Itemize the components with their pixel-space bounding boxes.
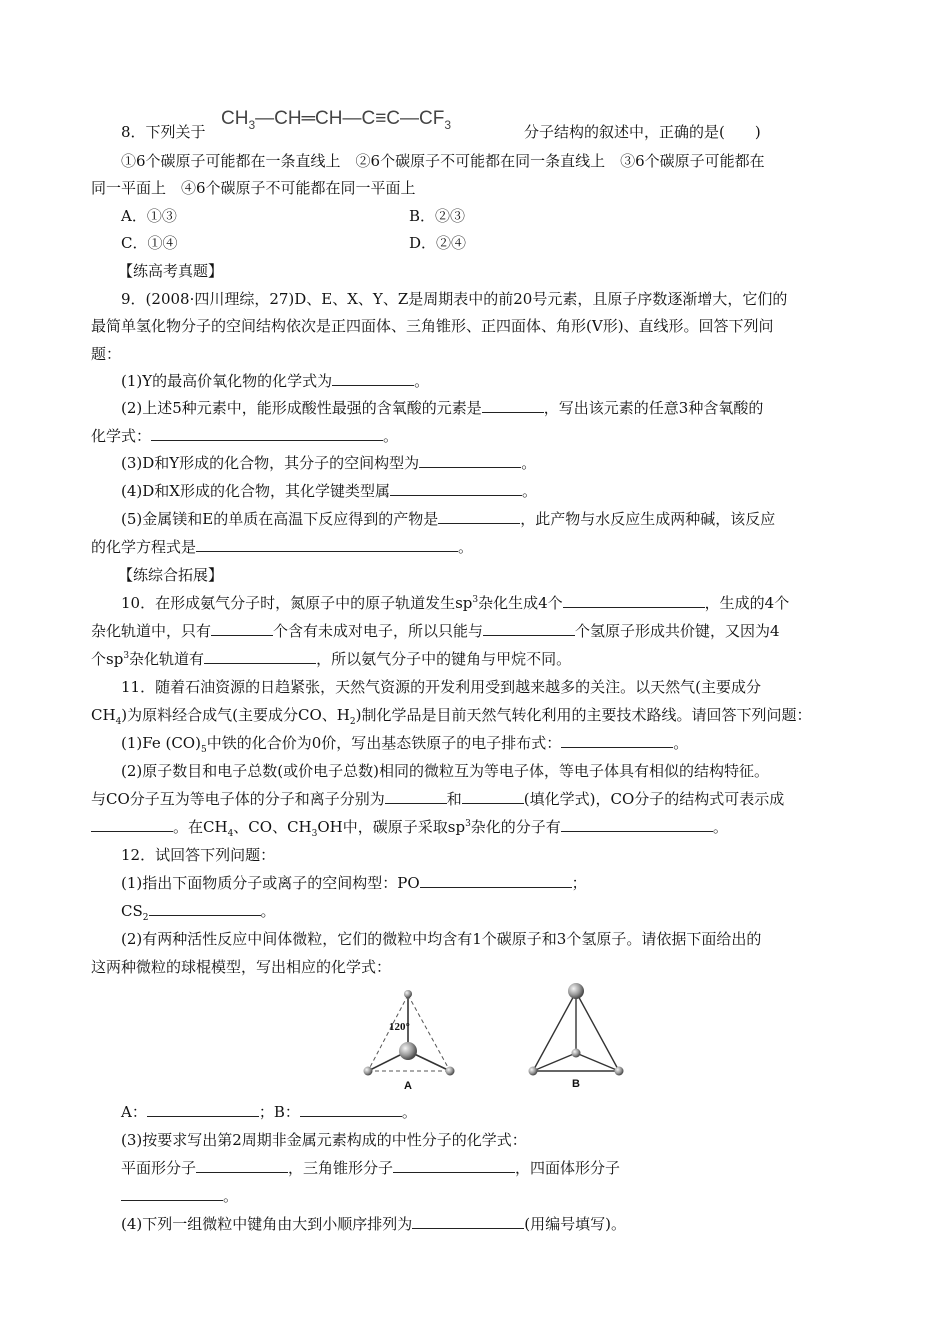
q12-p3-blank-pyramidal[interactable] bbox=[393, 1158, 515, 1173]
q12-part3-answers: 平面形分子 ，三角锥形分子 ，四面体形分子 bbox=[121, 1159, 621, 1177]
q8-structural-formula: $CH_3—CH═CH—C\equiv C—CF_3$ bbox=[221, 108, 452, 132]
model-b-center-atom bbox=[572, 1049, 581, 1058]
model-a-angle-label: 120° bbox=[389, 1021, 410, 1033]
model-a-left-atom bbox=[364, 1067, 373, 1076]
q9-p2-blank-element[interactable] bbox=[482, 398, 544, 413]
q9-part1: (1)Y的最高价氧化物的化学式为 。 bbox=[121, 372, 430, 390]
q8-prefix: 8．下列关于 bbox=[121, 123, 206, 141]
q12-part2: (2)有两种活性反应中间体微粒，它们的微粒中均含有1个碳原子和3个氢原子。请依据下面给出的 bbox=[121, 930, 762, 948]
q8-statements-line2: 同一平面上 ④6个碳原子不可能都在同一平面上 bbox=[91, 179, 416, 197]
q9-part2-cont: 化学式： 。 bbox=[91, 427, 399, 445]
q12-title: 12．试回答下列问题： bbox=[121, 846, 276, 864]
q9-p4-blank[interactable] bbox=[390, 481, 522, 496]
model-a-right-atom bbox=[446, 1067, 455, 1076]
q12-part1: (1)指出下面物质分子或离子的空间构型：PO ； bbox=[121, 874, 587, 892]
q9-line3: 题： bbox=[91, 345, 122, 363]
q9-part4: (4)D和X形成的化合物，其化学键类型属 。 bbox=[121, 482, 537, 500]
q12-part2-cont: 这两种微粒的球棍模型，写出相应的化学式： bbox=[91, 958, 392, 976]
q9-p5-blank-product[interactable] bbox=[438, 509, 520, 524]
q11-p1-blank[interactable] bbox=[561, 733, 673, 748]
q8-option-c: C．①④ bbox=[121, 234, 178, 252]
model-a-top-atom bbox=[404, 990, 412, 998]
q9-line2: 最简单氢化物分子的空间结构依次是正四面体、三角锥形、正四面体、角形(V形)、直线形。回答下列问 bbox=[91, 317, 774, 335]
model-b-right-atom bbox=[615, 1067, 624, 1076]
q9-part3: (3)D和Y形成的化合物，其分子的空间构型为 。 bbox=[121, 454, 537, 472]
q11-part2: (2)原子数目和电子总数(或价电子总数)相同的微粒互为等电子体，等电子体具有相似的结构特征。 bbox=[121, 762, 769, 780]
q10-line3: 个$sp^3$杂化轨道有 ，所以氨气分子中的键角与甲烷不同。 bbox=[91, 650, 572, 668]
q10-blank-2[interactable] bbox=[211, 621, 273, 636]
q9-part5: (5)金属镁和E的单质在高温下反应得到的产物是 ，此产物与水反应生成两种碱，该反应 bbox=[121, 510, 776, 528]
q8-option-a: A．①③ bbox=[121, 207, 177, 225]
model-b-edges bbox=[533, 992, 619, 1071]
model-b-label: B bbox=[572, 1078, 580, 1090]
q12-p1-blank-cs2[interactable] bbox=[149, 901, 261, 916]
q12-p3-blank-planar[interactable] bbox=[196, 1158, 288, 1173]
q10-blank-3[interactable] bbox=[483, 621, 575, 636]
model-a-figure bbox=[355, 985, 470, 1093]
q11-p2-blank-ion[interactable] bbox=[462, 789, 524, 804]
q12-part3-cont: 。 bbox=[121, 1186, 238, 1206]
q12-p3-blank-tetrahedral[interactable] bbox=[121, 1186, 223, 1201]
q11-p2-blank-structure[interactable] bbox=[91, 817, 173, 832]
q8-option-d: D．②④ bbox=[409, 234, 467, 252]
q12-p2-blank-b[interactable] bbox=[300, 1102, 402, 1117]
q9-p5-blank-equation[interactable] bbox=[196, 537, 458, 552]
q12-part2-answers: A： ；B： 。 bbox=[121, 1103, 417, 1121]
q8-option-b: B．②③ bbox=[409, 207, 466, 225]
q11-p2-blank-molecule[interactable] bbox=[385, 789, 447, 804]
model-a-label: A bbox=[404, 1080, 412, 1092]
q10-line1: 10．在形成氨气分子时，氮原子中的原子轨道发生$sp^3$杂化生成4个 ，生成的4个 bbox=[121, 594, 790, 612]
q9-p3-blank[interactable] bbox=[419, 453, 521, 468]
q11-part2-cont2: 。在$CH_4$、CO、$CH_3OH$中，碳原子采取$sp^3$杂化的分子有 。 bbox=[91, 817, 728, 837]
q12-part3: (3)按要求写出第2周期非金属元素构成的中性分子的化学式： bbox=[121, 1131, 527, 1149]
q9-line1: 9．(2008·四川理综，27)D、E、X、Y、Z是周期表中的前20号元素，且原子序数逐渐增大，它们的 bbox=[121, 290, 788, 308]
q12-p4-blank[interactable] bbox=[412, 1214, 524, 1229]
q10-blank-1[interactable] bbox=[563, 593, 705, 608]
q9-part5-cont: 的化学方程式是 。 bbox=[91, 538, 474, 556]
q11-part2-cont: 与CO分子互为等电子体的分子和离子分别为 和 (填化学式)，CO分子的结构式可表示成 bbox=[91, 790, 785, 808]
q9-part2: (2)上述5种元素中，能形成酸性最强的含氧酸的元素是 ，写出该元素的任意3种含氧酸的 bbox=[121, 399, 764, 417]
q12-p2-blank-a[interactable] bbox=[147, 1102, 259, 1117]
q10-blank-4[interactable] bbox=[204, 649, 316, 664]
q9-p1-blank[interactable] bbox=[332, 371, 414, 386]
q10-line2: 杂化轨道中，只有 个含有未成对电子，所以只能与 个氢原子形成共价键，又因为4 bbox=[91, 622, 780, 640]
section-zonghe: 【练综合拓展】 bbox=[118, 566, 224, 584]
q12-part4: (4)下列一组微粒中键角由大到小顺序排列为 (用编号填写)。 bbox=[121, 1215, 626, 1233]
q12-p1-blank-po[interactable] bbox=[420, 873, 572, 888]
q11-line2: $CH_4$)为原料经合成气(主要成分CO、$H_2$)制化学品是目前天然气转化利用的主要技术路线。请回答下列问题： bbox=[91, 706, 812, 727]
section-gaokao: 【练高考真题】 bbox=[118, 262, 224, 280]
q11-part1: (1)Fe $(CO)_5$中铁的化合价为0价，写出基态铁原子的电子排布式： 。 bbox=[121, 734, 689, 755]
model-b-top-atom bbox=[568, 983, 584, 999]
model-b-left-atom bbox=[529, 1067, 538, 1076]
model-a-center-atom bbox=[399, 1042, 417, 1060]
model-b-figure bbox=[520, 980, 635, 1092]
q11-p2-blank-sp3[interactable] bbox=[561, 817, 713, 832]
q11-line1: 11．随着石油资源的日趋紧张，天然气资源的开发利用受到越来越多的关注。以天然气(主要成分 bbox=[121, 678, 761, 696]
q9-p2-blank-acids[interactable] bbox=[151, 426, 383, 441]
q8-suffix: 分子结构的叙述中，正确的是( ) bbox=[524, 123, 761, 141]
q12-part1-cs2: $CS_2$ 。 bbox=[121, 902, 276, 923]
q8-statements-line1: ①6个碳原子可能都在一条直线上 ②6个碳原子不可能都在同一条直线上 ③6个碳原子可能都在 bbox=[121, 152, 765, 170]
